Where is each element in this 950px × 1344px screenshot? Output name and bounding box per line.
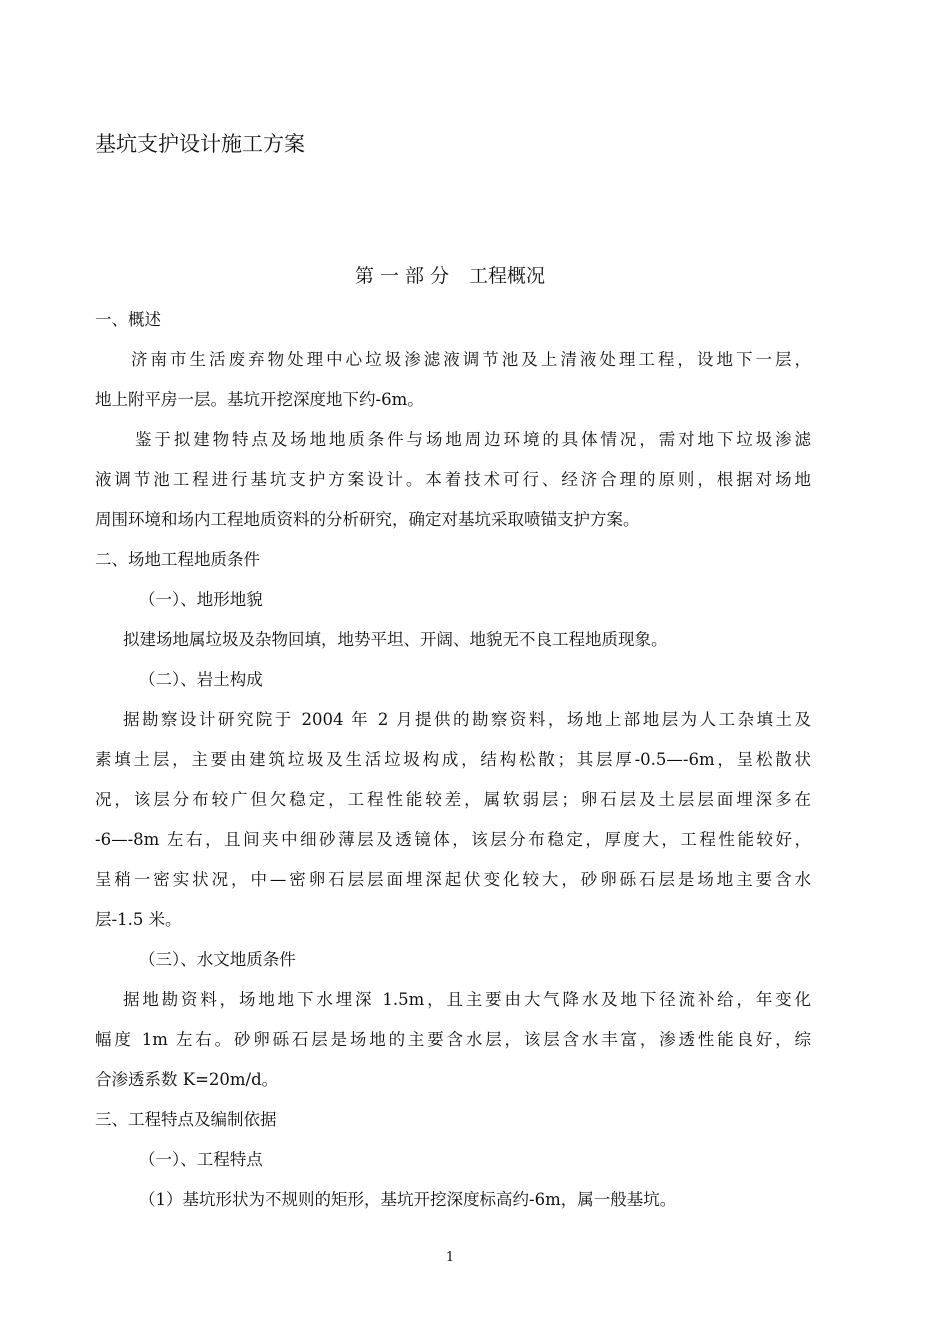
subsection-heading: （一）、地形地貌 [139,590,263,609]
paragraph-line: 地上附平房一层。基坑开挖深度地下约-6m。 [95,390,424,409]
paragraph-line: 周围环境和场内工程地质资料的分析研究，确定对基坑采取喷锚支护方案。 [95,510,640,529]
paragraph-line: 据勘察设计研究院于 2004 年 2 月提供的勘察资料，场地上部地层为人工杂填土及 [123,710,811,729]
subsection-heading: （三）、水文地质条件 [139,950,296,969]
page-number: 1 [445,1250,455,1265]
paragraph-line: 幅度 1m 左右。砂卵砾石层是场地的主要含水层，该层含水丰富，渗透性能良好，综 [95,1030,811,1049]
section-heading: 一、概述 [95,310,161,329]
paragraph-line: 鉴于拟建物特点及场地地质条件与场地周边环境的具体情况，需对地下垃圾渗滤 [135,430,811,449]
section-heading: 二、场地工程地质条件 [95,550,260,569]
paragraph-line: -6—-8m 左右，且间夹中细砂薄层及透镜体，该层分布稳定，厚度大，工程性能较好， [95,830,811,849]
paragraph-line: 拟建场地属垃圾及杂物回填，地势平坦、开阔、地貌无不良工程地质现象。 [123,630,668,649]
subsection-heading: （一）、工程特点 [139,1150,263,1169]
paragraph-line: 素填土层，主要由建筑垃圾及生活垃圾构成，结构松散；其层厚-0.5—-6m，呈松散状 [95,750,811,769]
paragraph-line: 液调节池工程进行基坑支护方案设计。本着技术可行、经济合理的原则，根据对场地 [95,470,811,489]
paragraph-line: 层-1.5 米。 [95,910,182,929]
list-item: （1）基坑形状为不规则的矩形，基坑开挖深度标高约-6m，属一般基坑。 [139,1190,677,1209]
section-heading: 三、工程特点及编制依据 [95,1110,277,1129]
subsection-heading: （二）、岩土构成 [139,670,263,689]
part-number: 第 一 部 分 [354,265,450,287]
paragraph-line: 况，该层分布较广但欠稳定，工程性能较差，属软弱层；卵石层及土层层面埋深多在 [95,790,811,809]
paragraph-line: 据地勘资料，场地地下水埋深 1.5m，且主要由大气降水及地下径流补给，年变化 [123,990,811,1009]
paragraph-line: 济南市生活废弃物处理中心垃圾渗滤液调节池及上清液处理工程，设地下一层， [131,350,811,369]
paragraph-line: 合渗透系数 K=20m/d。 [95,1070,279,1089]
document-body [95,300,811,1220]
paragraph-line: 呈稍一密实状况，中—密卵石层层面埋深起伏变化较大，砂卵砾石层是场地主要含水 [95,870,811,889]
part-heading [0,260,900,292]
document-title: 基坑支护设计施工方案 [95,132,305,156]
part-title: 工程概况 [469,265,546,287]
